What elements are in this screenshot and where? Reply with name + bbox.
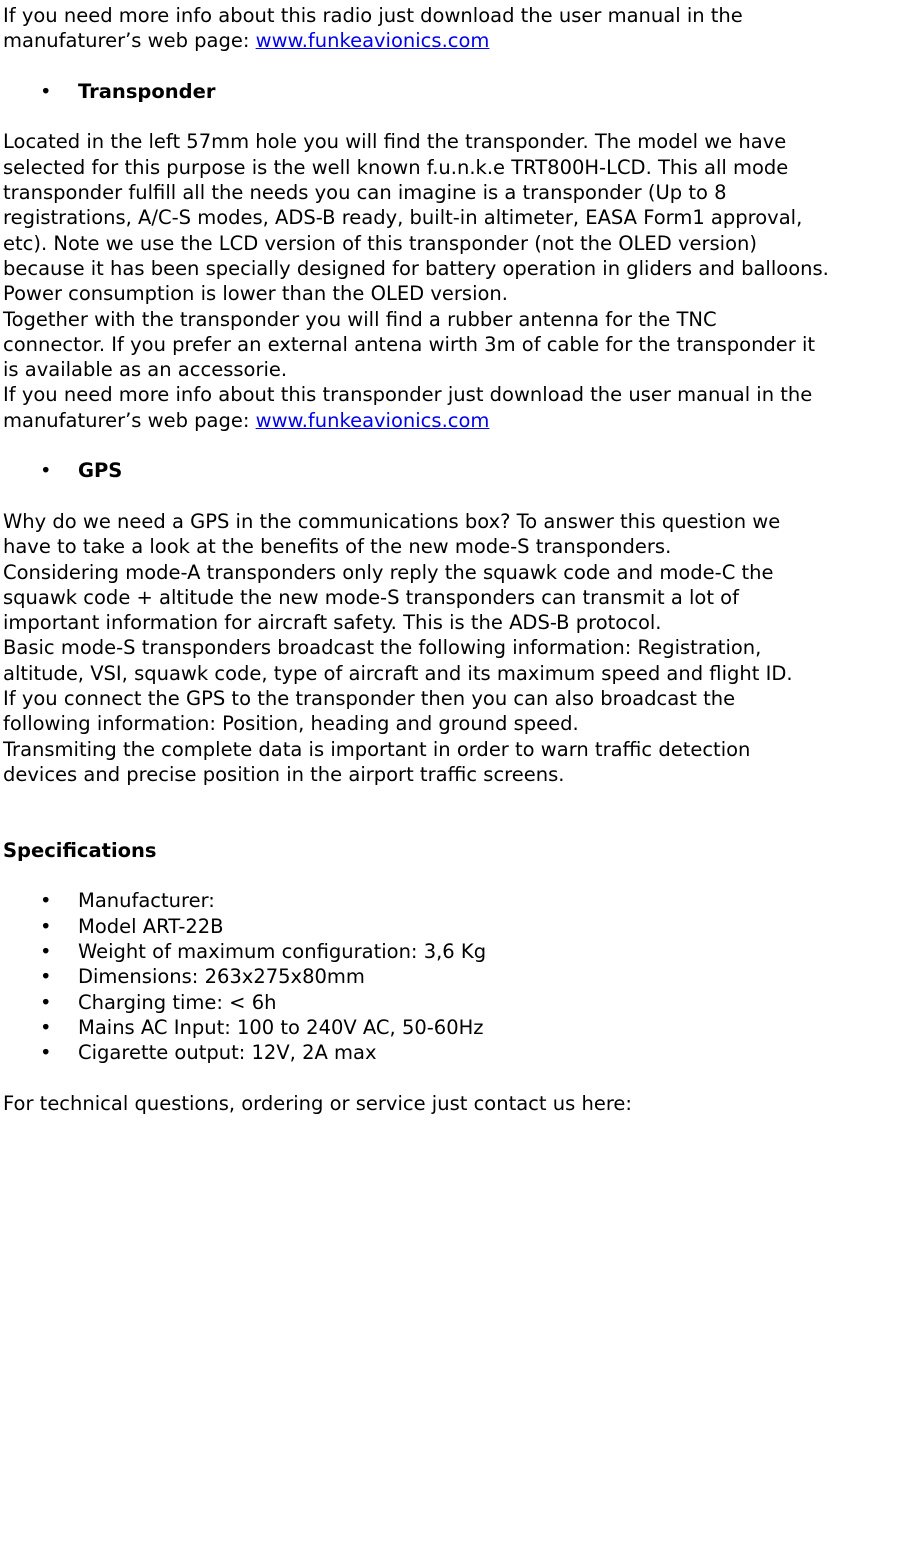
spacer xyxy=(3,1065,903,1090)
intro-line-2 xyxy=(3,28,903,53)
text-line: connector. If you prefer an external antena wirth 3m of cable for the transponder it xyxy=(3,332,816,356)
text-line: Considering mode-A transponders only reply the squawk code and mode-C the xyxy=(3,560,774,584)
funke-link-intro[interactable]: www.funkeavionics.com xyxy=(255,29,490,53)
spec-item-charging-time: • Charging time: < 6h xyxy=(3,990,903,1015)
transponder-paragraph-1 xyxy=(3,129,903,306)
transponder-heading: • Transponder xyxy=(3,79,903,104)
text-line: transponder fulfill all the needs you can imagine is a transponder (Up to 8 xyxy=(3,181,727,205)
specifications-list xyxy=(3,888,903,1065)
text-line: Power consumption is lower than the OLED version. xyxy=(3,282,508,306)
text-line: Together with the transponder you will find a rubber antenna for the TNC xyxy=(3,307,717,331)
text-line: important information for aircraft safety. This is the ADS-B protocol. xyxy=(3,611,662,635)
text-line: devices and precise position in the airport traffic screens. xyxy=(3,762,565,786)
text-line: altitude, VSI, squawk code, type of aircraft and its maximum speed and flight ID. xyxy=(3,661,793,685)
document-body xyxy=(3,3,903,1116)
text-line: Located in the left 57mm hole you will find the transponder. The model we have xyxy=(3,130,787,154)
gps-heading: • GPS xyxy=(3,458,903,483)
text-line: selected for this purpose is the well known f.u.n.k.e TRT800H-LCD. This all mode xyxy=(3,155,789,179)
transponder-manual-line-1: If you need more info about this transponder just download the user manual in the xyxy=(3,383,813,407)
transponder-paragraph-2 xyxy=(3,307,903,383)
spacer xyxy=(3,863,903,888)
text-line: is available as an accessorie. xyxy=(3,358,288,382)
spacer xyxy=(3,104,903,129)
text-line: If you connect the GPS to the transponder then you can also broadcast the xyxy=(3,687,736,711)
intro-line-2-text: manufaturer’s web page: xyxy=(3,29,256,53)
text-line: have to take a look at the benefits of the new mode-S transponders. xyxy=(3,535,672,559)
transponder-manual-line-2 xyxy=(3,408,903,433)
spec-item-model: • Model ART-22B xyxy=(3,914,903,939)
spacer xyxy=(3,54,903,79)
text-line: Transmiting the complete data is important in order to warn traffic detection xyxy=(3,737,751,761)
spec-item-weight: • Weight of maximum configuration: 3,6 Kg xyxy=(3,939,903,964)
spacer xyxy=(3,433,903,458)
text-line: following information: Position, heading and ground speed. xyxy=(3,712,579,736)
transponder-manual-line-2-text: manufaturer’s web page: xyxy=(3,408,256,432)
spacer xyxy=(3,787,903,838)
text-line: Basic mode-S transponders broadcast the following information: Registration, xyxy=(3,636,762,660)
contact-line: For technical questions, ordering or service just contact us here: xyxy=(3,1091,632,1115)
text-line: Why do we need a GPS in the communications box? To answer this question we xyxy=(3,509,781,533)
text-line: because it has been specially designed for battery operation in gliders and balloons. xyxy=(3,256,829,280)
spec-item-dimensions: • Dimensions: 263x275x80mm xyxy=(3,964,903,989)
funke-link-transponder[interactable]: www.funkeavionics.com xyxy=(255,408,490,432)
spec-item-manufacturer: • Manufacturer: xyxy=(3,888,903,913)
specifications-title: Specifications xyxy=(3,838,157,862)
text-line: registrations, A/C-S modes, ADS-B ready, built-in altimeter, EASA Form1 approval, xyxy=(3,206,803,230)
spec-item-cigarette-output: • Cigarette output: 12V, 2A max xyxy=(3,1040,903,1065)
intro-line-1: If you need more info about this radio just download the user manual in the xyxy=(3,4,743,27)
spec-item-mains-input: • Mains AC Input: 100 to 240V AC, 50-60Hz xyxy=(3,1015,903,1040)
text-line: etc). Note we use the LCD version of this transponder (not the OLED version) xyxy=(3,231,757,255)
text-line: squawk code + altitude the new mode-S transponders can transmit a lot of xyxy=(3,585,739,609)
spacer xyxy=(3,484,903,509)
gps-paragraph xyxy=(3,509,903,787)
